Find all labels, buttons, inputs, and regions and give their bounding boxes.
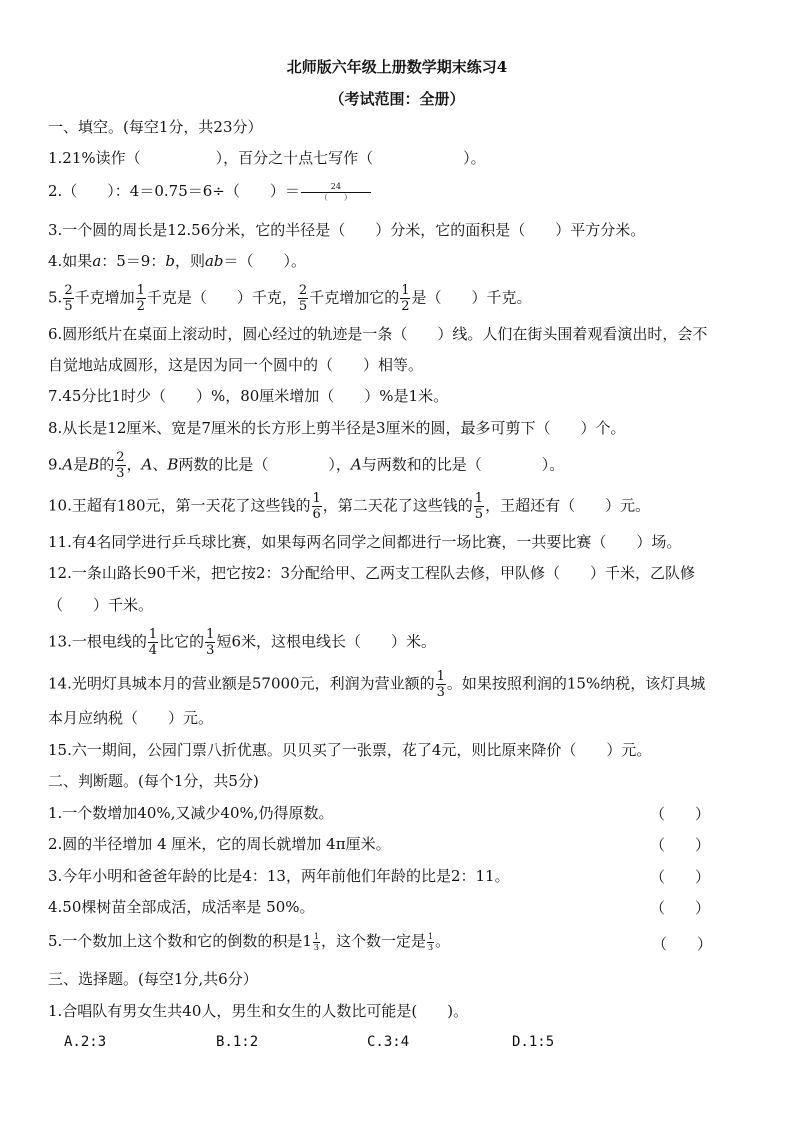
choice-option-c: C.3:4 <box>367 1034 410 1050</box>
denominator: 3 <box>427 942 434 952</box>
q10-text: ，第二天花了这些钱的 <box>322 496 473 515</box>
q4-var-ab: ab <box>204 252 224 270</box>
q4-text: ：5＝9： <box>101 252 166 270</box>
fill-question-12-line-1: 12.一条山路长90千米，把它按2：3分配给甲、乙两支工程队去修，甲队修（ ）千米，乙队修 <box>48 564 696 582</box>
q13-text: 13.一根电线的 <box>48 632 147 651</box>
numerator: 1 <box>206 627 215 642</box>
fill-question-7: 7.45分比1时少（ ）%，80厘米增加（ ）%是1米。 <box>48 387 449 405</box>
choice-option-b: B.1:2 <box>216 1034 259 1050</box>
fill-question-5 <box>48 284 532 313</box>
denominator: 2 <box>401 299 410 314</box>
numerator: 1 <box>401 283 410 298</box>
q9-text: 与两数和的比是（ ）。 <box>361 455 565 474</box>
q10-text: 10.王超有180元，第一天花了这些钱的 <box>48 496 311 515</box>
numerator: 1 <box>474 491 484 506</box>
judge-question-3: 3.今年小明和爸爸年龄的比是4：13，两年前他们年龄的比是2：11。 <box>48 867 510 885</box>
fill-question-14-line-2: 本月应纳税（ ）元。 <box>48 709 214 727</box>
j5-text: ，这个数一定是 <box>320 932 426 950</box>
fraction-one-third <box>205 628 215 657</box>
answer-parentheses: （ ） <box>650 836 711 854</box>
q9-var-B: B <box>88 455 100 474</box>
choice-question-1: 1.合唱队有男女生共40人，男生和女生的人数比可能是( )。 <box>48 1002 469 1020</box>
fraction-two-fifths <box>63 284 73 313</box>
q9-var-A: A <box>62 455 74 474</box>
q2-denominator: （ ） <box>319 192 352 202</box>
fill-question-9 <box>48 451 564 480</box>
fill-question-10 <box>48 492 650 521</box>
q4-var-b: b <box>165 252 175 270</box>
answer-parentheses: （ ） <box>650 805 711 823</box>
q2-text: 2.（ ）：4＝0.75＝6÷（ ）＝ <box>48 182 300 200</box>
numerator: 1 <box>148 627 158 642</box>
q5-text: 千克是（ ）千克， <box>146 288 297 307</box>
judge-question-5 <box>48 931 450 952</box>
fill-question-11: 11.有4名同学进行乒乓球比赛，如果每两名同学之间都进行一场比赛，一共要比赛（ ）场。 <box>48 533 682 551</box>
q14-text: 。如果按照利润的15%纳税，该灯具城 <box>446 674 706 693</box>
denominator: 5 <box>298 299 308 314</box>
q13-text: 短6米，这根电线长（ ）米。 <box>216 632 436 651</box>
denominator: 2 <box>136 299 145 314</box>
choice-option-d: D.1:5 <box>512 1034 555 1050</box>
numerator: 1 <box>436 669 445 684</box>
fill-question-15: 15.六一期间，公园门票八折优惠。贝贝买了一张票，花了4元，则比原来降价（ ）元。 <box>48 741 652 759</box>
q2-numerator: 24 <box>301 183 371 193</box>
fill-question-1: 1.21%读作（ ），百分之十点七写作（ ）。 <box>48 149 486 167</box>
numerator: 2 <box>298 283 308 298</box>
mixed-number-whole: 1 <box>302 932 312 950</box>
denominator: 6 <box>312 507 321 522</box>
fraction-one-half <box>400 284 410 313</box>
q9-text: 两数的比是（ ）， <box>178 455 351 474</box>
section-choice-heading: 三、选择题。(每空1分,共6分） <box>48 970 258 988</box>
page-title: 北师版六年级上册数学期末练习4 <box>286 58 508 76</box>
q5-text: 是（ ）千克。 <box>411 288 532 307</box>
fill-question-6-line-1: 6.圆形纸片在桌面上滚动时，圆心经过的轨迹是一条（ ）线。人们在街头围着观看演出时，会不 <box>48 325 708 343</box>
answer-parentheses: （ ） <box>650 899 711 917</box>
fraction-one-fifth <box>474 492 484 521</box>
numerator: 2 <box>64 283 73 298</box>
q4-var-a: a <box>92 252 102 270</box>
fill-question-8: 8.从长是12厘米、宽是7厘米的长方形上剪半径是3厘米的圆，最多可剪下（ ）个。 <box>48 419 626 437</box>
q2-fraction <box>301 183 371 202</box>
fraction-one-half <box>136 284 146 313</box>
fraction-two-fifths <box>298 284 308 313</box>
answer-parentheses: （ ） <box>650 868 711 886</box>
q10-text: ，王超还有（ ）元。 <box>485 496 651 515</box>
fraction-one-sixth <box>312 492 322 521</box>
fraction-one-fourth <box>148 628 158 657</box>
q5-text: 5. <box>48 288 63 307</box>
fraction-one-third <box>313 933 320 952</box>
q9-var-A: A <box>141 455 153 474</box>
q5-text: 千克增加它的 <box>309 288 400 307</box>
fraction-one-third <box>436 670 446 699</box>
denominator: 3 <box>436 685 445 700</box>
denominator: 3 <box>206 643 215 658</box>
q4-text: ＝（ ）。 <box>223 252 307 270</box>
q9-text: 、 <box>152 455 168 474</box>
numerator: 1 <box>427 931 434 941</box>
q13-text: 比它的 <box>159 632 205 651</box>
numerator: 1 <box>312 491 321 506</box>
q4-text: 4.如果 <box>48 252 93 270</box>
fill-question-14-line-1 <box>48 670 705 699</box>
q9-text: 的 <box>99 455 115 474</box>
answer-parentheses: （ ） <box>652 935 713 953</box>
judge-question-1: 1.一个数增加40%,又减少40%,仍得原数。 <box>48 804 334 822</box>
q14-text: 14.光明灯具城本月的营业额是57000元，利润为营业额的 <box>48 674 435 693</box>
numerator: 1 <box>313 931 319 941</box>
fraction-one-third <box>427 933 434 952</box>
denominator: 3 <box>313 942 319 952</box>
j5-text: 。 <box>435 932 451 950</box>
q9-text: ， <box>126 455 142 474</box>
fraction-two-thirds <box>115 451 125 480</box>
q9-text: 是 <box>73 455 89 474</box>
fill-question-4 <box>48 251 306 271</box>
denominator: 5 <box>474 507 484 522</box>
j5-text: 5.一个数加上这个数和它的倒数的积是 <box>48 932 303 950</box>
numerator: 2 <box>116 450 125 465</box>
fill-question-13 <box>48 628 436 657</box>
denominator: 3 <box>116 466 125 481</box>
q5-text: 千克增加 <box>74 288 135 307</box>
denominator: 5 <box>64 299 73 314</box>
choice-option-a: A.2:3 <box>64 1034 107 1050</box>
q9-text: 9. <box>48 455 63 474</box>
fill-question-12-line-2: （ ）千米。 <box>48 596 154 614</box>
fill-question-2 <box>48 181 372 202</box>
judge-question-2: 2.圆的半径增加 4 厘米，它的周长就增加 4π厘米。 <box>48 835 391 853</box>
denominator: 4 <box>148 643 158 658</box>
page-subtitle: （考试范围：全册） <box>329 90 465 108</box>
q9-var-B: B <box>167 455 179 474</box>
q9-var-A: A <box>350 455 362 474</box>
numerator: 1 <box>136 283 145 298</box>
section-judge-heading: 二、判断题。(每个1分，共5分) <box>48 772 259 790</box>
fill-question-6-line-2: 自觉地站成圆形，这是因为同一个圆中的（ ）相等。 <box>48 356 424 374</box>
section-fill-heading: 一、填空。(每空1分，共23分） <box>48 118 263 136</box>
q4-text: ，则 <box>174 252 205 270</box>
judge-question-4: 4.50棵树苗全部成活，成活率是 50%。 <box>48 898 315 916</box>
fill-question-3: 3.一个圆的周长是12.56分米，它的半径是（ ）分米，它的面积是（ ）平方分米。 <box>48 221 646 239</box>
